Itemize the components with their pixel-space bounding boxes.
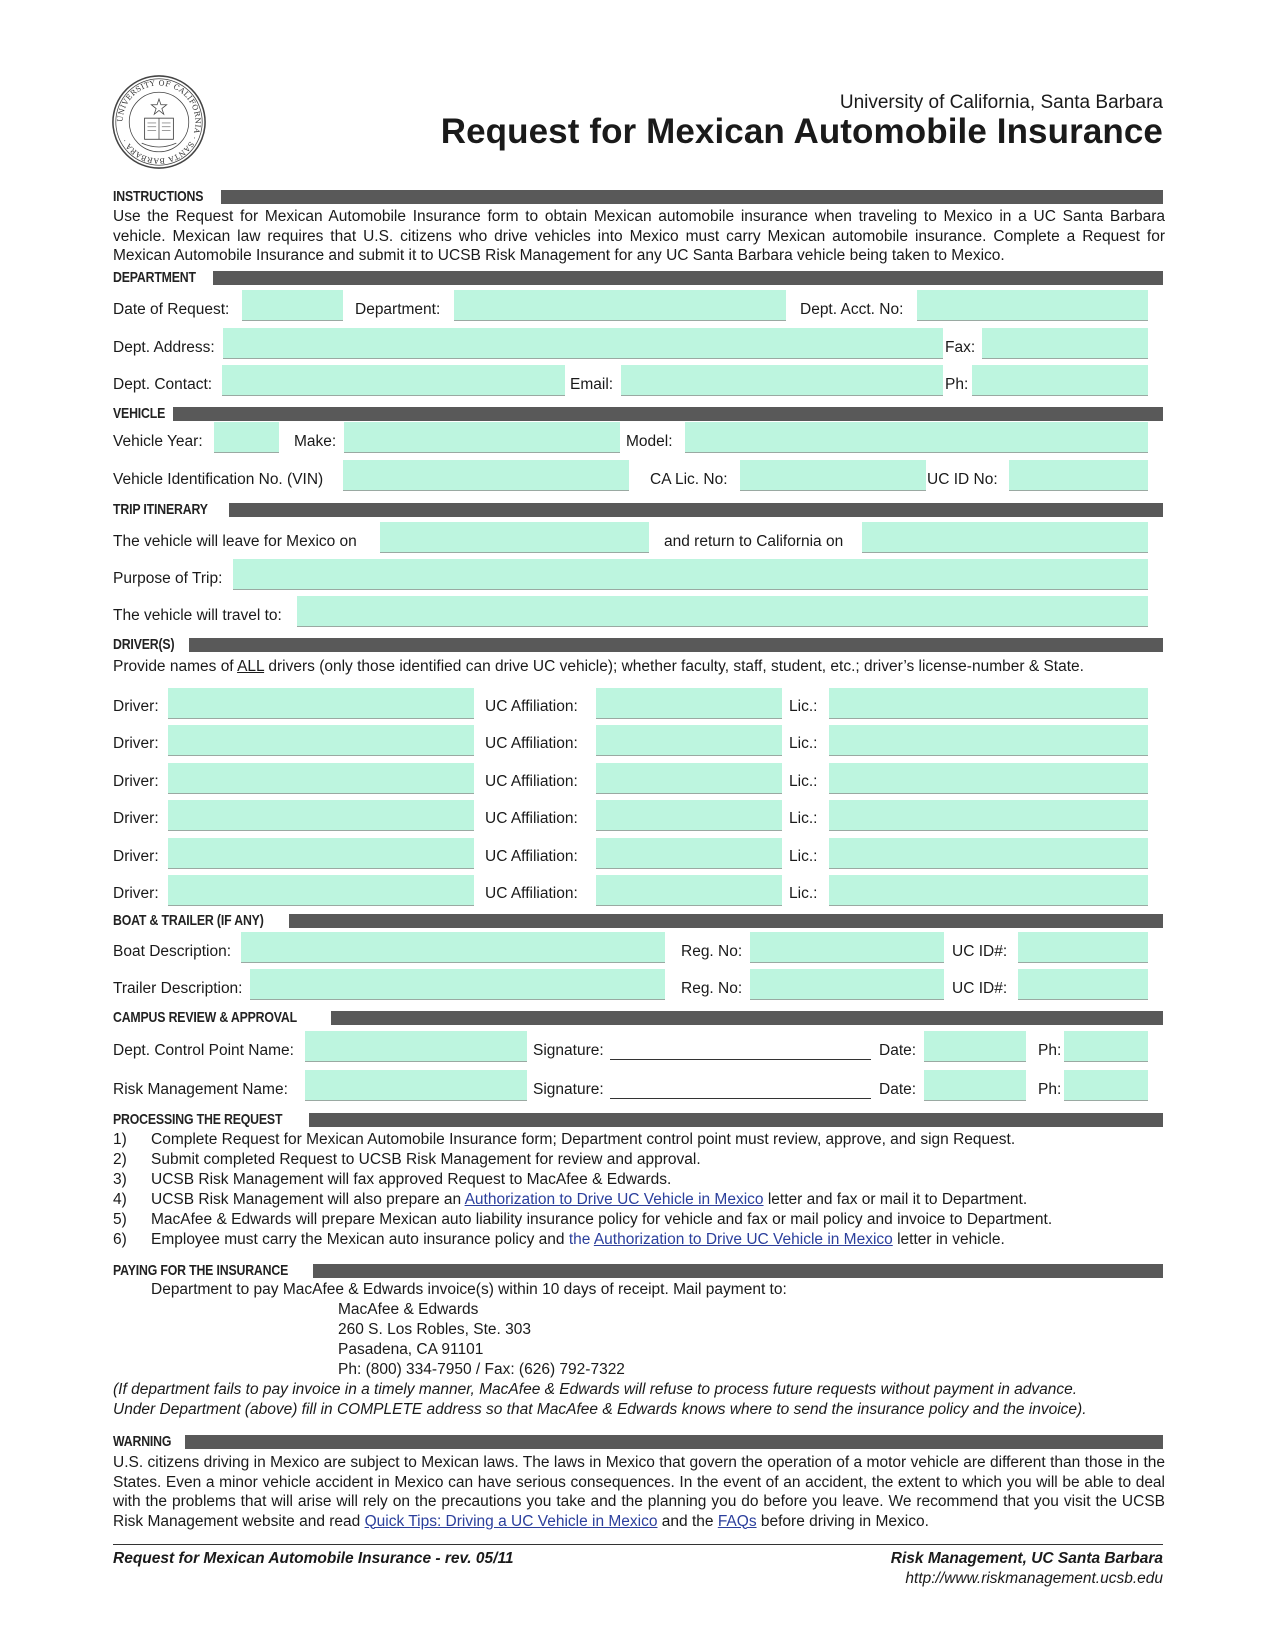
license-label: Lic.: xyxy=(789,698,818,715)
section-bar xyxy=(221,190,1163,204)
section-header-boat xyxy=(113,912,1163,928)
footer-divider xyxy=(113,1544,1163,1545)
uc-affiliation-label: UC Affiliation: xyxy=(485,773,578,790)
warning-text xyxy=(113,1453,1165,1531)
section-label: BOAT & TRAILER (IF ANY) xyxy=(113,911,264,929)
payee-name: MacAfee & Edwards xyxy=(338,1301,479,1318)
rm-signature-line[interactable] xyxy=(610,1098,871,1099)
step-text xyxy=(151,1231,1005,1249)
make-label: Make: xyxy=(294,433,337,450)
dcp-date-label: Date: xyxy=(879,1042,917,1059)
paying-note-1: (If department fails to pay invoice in a timely manner, MacAfee & Edwards will refuse to process future requests without payment in advance. xyxy=(113,1381,1078,1398)
drivers-intro-post: drivers (only those identified can drive UC vehicle); whether faculty, staff, student, etc.; driver’s license-number & State. xyxy=(264,658,1084,675)
driver-name-field[interactable] xyxy=(168,763,474,794)
license-label: Lic.: xyxy=(789,848,818,865)
license-field[interactable] xyxy=(829,688,1148,719)
license-field[interactable] xyxy=(829,838,1148,869)
svg-text:UNIVERSITY OF CALIFORNIA · SAN: UNIVERSITY OF CALIFORNIA · SANTA BARBARA · xyxy=(115,78,203,166)
date-of-request-field[interactable] xyxy=(242,290,343,321)
trailer-ucid-field[interactable] xyxy=(1018,969,1148,1000)
vin-label: Vehicle Identification No. (VIN) xyxy=(113,471,324,488)
step-text: Complete Request for Mexican Automobile Insurance form; Department control point must review, approve, and sign Request. xyxy=(151,1131,1016,1148)
phone-field[interactable] xyxy=(972,365,1148,396)
department-label: Department: xyxy=(355,301,441,318)
dcp-date-field[interactable] xyxy=(924,1031,1026,1062)
boat-ucid-label: UC ID#: xyxy=(952,943,1008,960)
step-text: Submit completed Request to UCSB Risk Management for review and approval. xyxy=(151,1151,701,1168)
step-text: MacAfee & Edwards will prepare Mexican auto liability insurance policy for vehicle and fax or mail policy and invoice to Department. xyxy=(151,1211,1053,1228)
uc-affiliation-field[interactable] xyxy=(596,875,782,906)
uc-id-label: UC ID No: xyxy=(927,471,998,488)
paying-intro: Department to pay MacAfee & Edwards invoice(s) within 10 days of receipt. Mail payment to: xyxy=(151,1281,787,1298)
drivers-intro-pre: Provide names of xyxy=(113,658,238,675)
section-label: PROCESSING THE REQUEST xyxy=(113,1110,283,1128)
dcp-signature-label: Signature: xyxy=(533,1042,604,1059)
section-bar xyxy=(289,914,1163,928)
dept-contact-field[interactable] xyxy=(222,365,565,396)
section-header-instructions xyxy=(113,188,1163,204)
step-text xyxy=(151,1191,1027,1209)
footer-form-name: Request for Mexican Automobile Insurance - rev. 05/11 xyxy=(113,1550,514,1567)
trailer-description-label: Trailer Description: xyxy=(113,980,243,997)
payee-street: 260 S. Los Robles, Ste. 303 xyxy=(338,1321,532,1338)
boat-reg-field[interactable] xyxy=(750,932,944,963)
drivers-intro xyxy=(113,658,1084,676)
vehicle-year-field[interactable] xyxy=(214,422,279,453)
trailer-ucid-label: UC ID#: xyxy=(952,980,1008,997)
uc-affiliation-field[interactable] xyxy=(596,725,782,756)
dept-contact-label: Dept. Contact: xyxy=(113,376,213,393)
boat-description-field[interactable] xyxy=(241,932,665,963)
dcp-signature-line[interactable] xyxy=(610,1059,871,1060)
uc-affiliation-field[interactable] xyxy=(596,800,782,831)
license-label: Lic.: xyxy=(789,810,818,827)
uc-affiliation-field[interactable] xyxy=(596,838,782,869)
step-text-pre2: the xyxy=(568,1231,594,1248)
uc-seal-logo xyxy=(111,74,207,170)
driver-name-field[interactable] xyxy=(168,838,474,869)
dept-address-field[interactable] xyxy=(223,328,943,359)
step-number: 1) xyxy=(113,1131,127,1148)
make-field[interactable] xyxy=(344,422,620,453)
section-header-warning xyxy=(113,1433,1163,1449)
university-name: University of California, Santa Barbara xyxy=(839,92,1163,113)
ca-lic-field[interactable] xyxy=(740,460,926,491)
quick-tips-link[interactable]: Quick Tips: Driving a UC Vehicle in Mexico xyxy=(364,1512,658,1530)
section-header-department xyxy=(113,269,1163,285)
uc-id-field[interactable] xyxy=(1009,460,1148,491)
driver-label: Driver: xyxy=(113,810,159,827)
return-date-field[interactable] xyxy=(862,522,1148,553)
leave-date-field[interactable] xyxy=(380,522,649,553)
section-label: PAYING FOR THE INSURANCE xyxy=(113,1261,289,1279)
section-label: TRIP ITINERARY xyxy=(113,500,208,518)
rm-date-field[interactable] xyxy=(924,1070,1026,1101)
driver-name-field[interactable] xyxy=(168,688,474,719)
license-label: Lic.: xyxy=(789,885,818,902)
trailer-reg-label: Reg. No: xyxy=(681,980,743,997)
travel-to-field[interactable] xyxy=(297,596,1148,627)
section-header-vehicle xyxy=(113,405,1163,421)
driver-label: Driver: xyxy=(113,735,159,752)
warning-body: U.S. citizens driving in Mexico are subject to Mexican laws. The laws in Mexico that govern the operation of a motor vehicle are different than those in the States. Even a minor vehicle accident in Mexico can have serious consequences. In the event of an accident, the extent to which you will be able to deal with the problems that will arise will rely on the precautions you take and the planning you do before you leave. We recommend that you visit the UCSB Risk Management website and read xyxy=(113,1454,1165,1530)
page-title: Request for Mexican Automobile Insurance xyxy=(440,112,1163,151)
phone-label: Ph: xyxy=(945,376,969,393)
footer-url: http://www.riskmanagement.ucsb.edu xyxy=(905,1570,1163,1587)
step-number: 6) xyxy=(113,1231,127,1248)
paying-note-2: Under Department (above) fill in COMPLETE address so that MacAfee & Edwards knows where to send the insurance policy and the invoice). xyxy=(113,1401,1087,1418)
vin-field[interactable] xyxy=(343,460,629,491)
payee-phone: Ph: (800) 334-7950 / Fax: (626) 792-7322 xyxy=(338,1361,625,1378)
email-field[interactable] xyxy=(621,365,943,396)
section-bar xyxy=(189,638,1163,652)
warning-mid: and the xyxy=(657,1512,718,1530)
return-date-label: and return to California on xyxy=(664,533,844,550)
dcp-phone-field[interactable] xyxy=(1064,1031,1148,1062)
fax-label: Fax: xyxy=(945,339,976,356)
rm-name-label: Risk Management Name: xyxy=(113,1081,288,1098)
section-bar xyxy=(173,407,1163,421)
section-header-paying xyxy=(113,1262,1163,1278)
section-header-processing xyxy=(113,1111,1163,1127)
step-text-post: letter in vehicle. xyxy=(892,1231,1005,1248)
travel-to-label: The vehicle will travel to: xyxy=(113,607,282,624)
license-field[interactable] xyxy=(829,875,1148,906)
driver-name-field[interactable] xyxy=(168,875,474,906)
rm-name-field[interactable] xyxy=(305,1070,527,1101)
driver-name-field[interactable] xyxy=(168,800,474,831)
fax-field[interactable] xyxy=(982,328,1148,359)
uc-affiliation-field[interactable] xyxy=(596,763,782,794)
rm-phone-field[interactable] xyxy=(1064,1070,1148,1101)
uc-affiliation-field[interactable] xyxy=(596,688,782,719)
model-label: Model: xyxy=(626,433,673,450)
license-field[interactable] xyxy=(829,763,1148,794)
driver-label: Driver: xyxy=(113,848,159,865)
trailer-reg-field[interactable] xyxy=(750,969,944,1000)
license-field[interactable] xyxy=(829,800,1148,831)
rm-phone-label: Ph: xyxy=(1038,1081,1062,1098)
step-text-post: letter and fax or mail it to Department. xyxy=(763,1191,1028,1208)
dcp-name-label: Dept. Control Point Name: xyxy=(113,1042,294,1059)
ca-lic-label: CA Lic. No: xyxy=(650,471,728,488)
date-of-request-label: Date of Request: xyxy=(113,301,230,318)
license-label: Lic.: xyxy=(789,735,818,752)
section-header-drivers xyxy=(113,636,1163,652)
uc-affiliation-label: UC Affiliation: xyxy=(485,848,578,865)
driver-name-field[interactable] xyxy=(168,725,474,756)
dept-address-label: Dept. Address: xyxy=(113,339,215,356)
model-field[interactable] xyxy=(685,422,1148,453)
section-label: VEHICLE xyxy=(113,404,166,422)
section-label: INSTRUCTIONS xyxy=(113,187,204,205)
warning-end: before driving in Mexico. xyxy=(756,1512,929,1530)
payee-city: Pasadena, CA 91101 xyxy=(338,1341,484,1358)
authorization-letter-link[interactable]: Authorization to Drive UC Vehicle in Mexico xyxy=(593,1231,893,1248)
section-bar xyxy=(229,503,1163,517)
instructions-text: Use the Request for Mexican Automobile Insurance form to obtain Mexican automobile insurance when traveling to Mexico in a UC Santa Barbara vehicle. Mexican law requires that U.S. citizens who drive vehicles into Mexico must carry Mexican automobile insurance. Complete a Request for Mexican Automobile Insurance and submit it to UCSB Risk Management for any UC Santa Barbara vehicle being taken to Mexico. xyxy=(113,208,1165,264)
section-header-campus xyxy=(113,1009,1163,1025)
dcp-name-field[interactable] xyxy=(305,1031,527,1062)
dept-acct-field[interactable] xyxy=(917,290,1148,321)
step-number: 3) xyxy=(113,1171,127,1188)
section-bar xyxy=(331,1011,1163,1025)
step-text-pre: UCSB Risk Management will also prepare an xyxy=(151,1191,465,1208)
boat-reg-label: Reg. No: xyxy=(681,943,743,960)
step-text: UCSB Risk Management will fax approved Request to MacAfee & Edwards. xyxy=(151,1171,672,1188)
step-text-pre: Employee must carry the Mexican auto insurance policy and xyxy=(151,1231,569,1248)
section-bar xyxy=(213,271,1163,285)
uc-affiliation-label: UC Affiliation: xyxy=(485,735,578,752)
leave-date-label: The vehicle will leave for Mexico on xyxy=(113,533,357,550)
uc-affiliation-label: UC Affiliation: xyxy=(485,698,578,715)
section-label: CAMPUS REVIEW & APPROVAL xyxy=(113,1008,298,1026)
trailer-description-field[interactable] xyxy=(250,969,665,1000)
section-bar xyxy=(185,1435,1163,1449)
dept-acct-label: Dept. Acct. No: xyxy=(800,301,904,318)
license-label: Lic.: xyxy=(789,773,818,790)
step-number: 4) xyxy=(113,1191,127,1208)
dcp-phone-label: Ph: xyxy=(1038,1042,1062,1059)
section-bar xyxy=(313,1264,1163,1278)
uc-affiliation-label: UC Affiliation: xyxy=(485,885,578,902)
rm-date-label: Date: xyxy=(879,1081,917,1098)
boat-ucid-field[interactable] xyxy=(1018,932,1148,963)
section-label: DEPARTMENT xyxy=(113,268,196,286)
footer-department: Risk Management, UC Santa Barbara xyxy=(890,1550,1163,1567)
faqs-link[interactable]: FAQs xyxy=(717,1512,757,1530)
license-field[interactable] xyxy=(829,725,1148,756)
driver-label: Driver: xyxy=(113,885,159,902)
purpose-label: Purpose of Trip: xyxy=(113,570,223,587)
section-header-trip xyxy=(113,501,1163,517)
department-field[interactable] xyxy=(454,290,786,321)
step-number: 2) xyxy=(113,1151,127,1168)
authorization-letter-link[interactable]: Authorization to Drive UC Vehicle in Mexico xyxy=(464,1191,764,1208)
section-label: WARNING xyxy=(113,1432,172,1450)
section-label: DRIVER(S) xyxy=(113,635,175,653)
boat-description-label: Boat Description: xyxy=(113,943,232,960)
rm-signature-label: Signature: xyxy=(533,1081,604,1098)
email-label: Email: xyxy=(570,376,614,393)
purpose-field[interactable] xyxy=(233,559,1148,590)
step-number: 5) xyxy=(113,1211,127,1228)
drivers-intro-all: ALL xyxy=(237,658,265,675)
driver-label: Driver: xyxy=(113,773,159,790)
driver-label: Driver: xyxy=(113,698,159,715)
uc-affiliation-label: UC Affiliation: xyxy=(485,810,578,827)
section-bar xyxy=(309,1113,1163,1127)
vehicle-year-label: Vehicle Year: xyxy=(113,433,203,450)
